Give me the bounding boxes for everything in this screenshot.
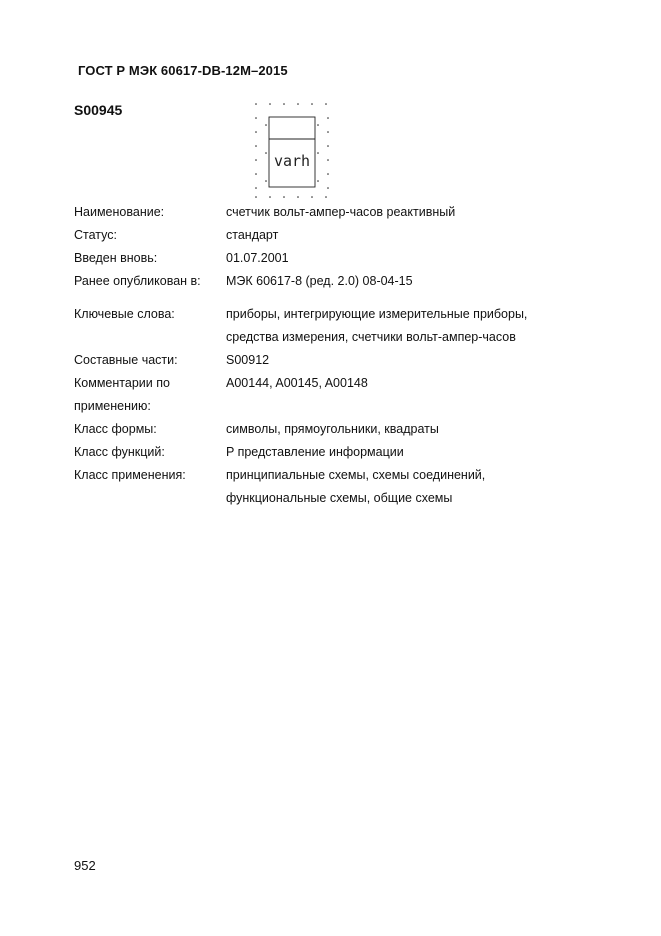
field-comments-label-line2: применению: (74, 399, 151, 413)
field-application-label: Класс применения: (74, 468, 186, 482)
field-shape-label: Класс формы: (74, 422, 157, 436)
field-function-value: P представление информации (226, 445, 404, 459)
field-keywords-value-line2: средства измерения, счетчики вольт-ампер-часов (226, 330, 516, 344)
field-name-label: Наименование: (74, 205, 165, 219)
field-parts-label: Составные части: (74, 353, 178, 367)
field-application-value-line2: функциональные схемы, общие схемы (226, 491, 453, 505)
field-introduced-label: Введен вновь: (74, 251, 158, 265)
field-comments-value: A00144, A00145, A00148 (226, 376, 368, 390)
field-application-value-line1: принципиальные схемы, схемы соединений, (226, 468, 486, 482)
field-status-value: стандарт (226, 228, 279, 242)
page-number: 952 (74, 858, 96, 873)
document-header: ГОСТ Р МЭК 60617-DB-12M–2015 (78, 63, 288, 78)
field-parts-value: S00912 (226, 353, 270, 367)
varh-meter-symbol-icon (252, 99, 334, 201)
field-introduced-value: 01.07.2001 (226, 251, 289, 265)
field-shape-value: символы, прямоугольники, квадраты (226, 422, 439, 436)
field-published-value: МЭК 60617-8 (ред. 2.0) 08-04-15 (226, 274, 413, 288)
field-name-value: счетчик вольт-ампер-часов реактивный (226, 205, 456, 219)
field-keywords-label: Ключевые слова: (74, 307, 175, 321)
field-function-label: Класс функций: (74, 445, 165, 459)
field-keywords-value-line1: приборы, интегрирующие измерительные приборы, (226, 307, 528, 321)
symbol-glyph-text: varh (273, 152, 311, 170)
field-status-label: Статус: (74, 228, 117, 242)
field-comments-label-line1: Комментарии по (74, 376, 170, 390)
field-published-label: Ранее опубликован в: (74, 274, 201, 288)
symbol-code: S00945 (74, 102, 123, 118)
